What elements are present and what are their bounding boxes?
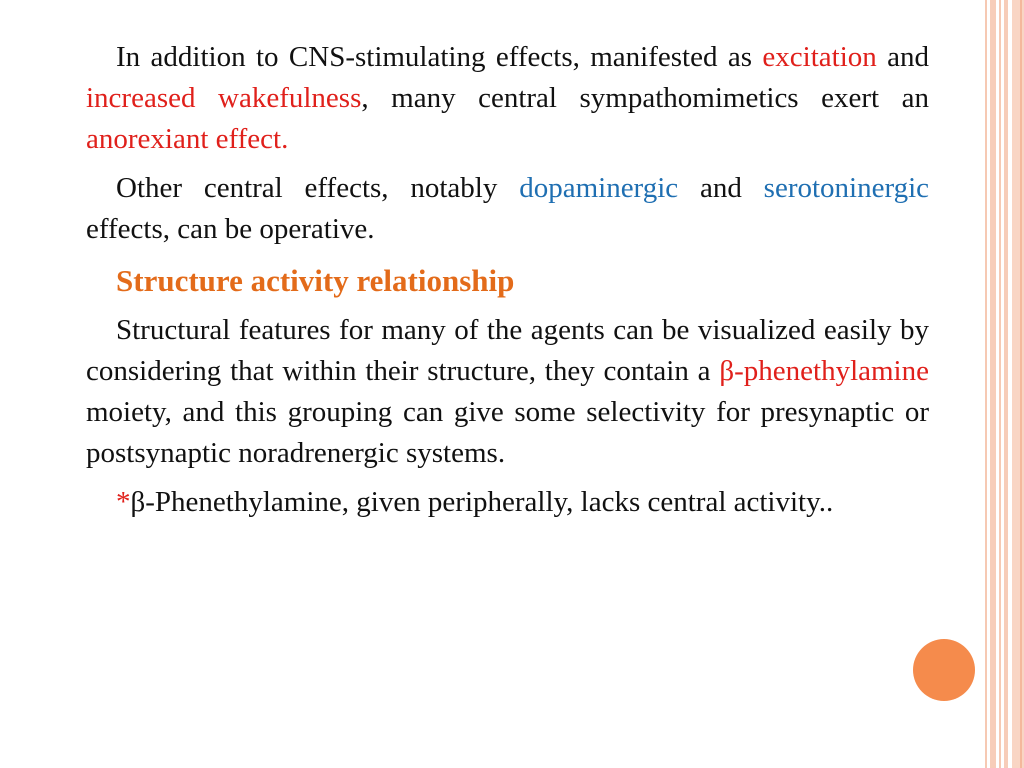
highlight-increased-wakefulness: increased wakefulness bbox=[86, 82, 362, 114]
text: β-Phenethylamine, given peripherally, lacks central activity.. bbox=[130, 486, 834, 518]
border-stripe bbox=[1020, 0, 1022, 768]
paragraph-phenethylamine-note bbox=[86, 482, 929, 523]
border-stripe bbox=[1004, 0, 1008, 768]
highlight-anorexiant-effect: anorexiant effect. bbox=[86, 123, 289, 155]
paragraph-other-effects bbox=[86, 168, 929, 250]
border-stripe bbox=[990, 0, 996, 768]
highlight-phenethylamine: β-phenethylamine bbox=[719, 355, 929, 387]
asterisk-marker: * bbox=[116, 486, 131, 518]
paragraph-cns-effects bbox=[86, 37, 929, 160]
slide-content bbox=[86, 37, 929, 531]
text: effects, can be operative. bbox=[86, 213, 375, 245]
border-stripe bbox=[999, 0, 1001, 768]
border-stripe bbox=[1012, 0, 1024, 768]
text: , many central sympathomimetics exert an bbox=[361, 82, 929, 114]
paragraph-structural-features bbox=[86, 310, 929, 474]
text: Other central effects, notably bbox=[116, 172, 498, 204]
section-heading: Structure activity relationship bbox=[116, 263, 515, 298]
text: Structural features for many of the agents can be visualized easily by considering that within their structure, they contain a bbox=[86, 314, 929, 387]
highlight-excitation: excitation bbox=[762, 41, 877, 73]
text: and bbox=[887, 41, 930, 73]
text: moiety, and this grouping can give some selectivity for presynaptic or postsynaptic noradrenergic systems. bbox=[86, 396, 929, 469]
text: and bbox=[699, 172, 742, 204]
highlight-serotoninergic: serotoninergic bbox=[763, 172, 930, 204]
decorative-circle bbox=[913, 639, 975, 701]
border-stripe bbox=[985, 0, 987, 768]
highlight-dopaminergic: dopaminergic bbox=[519, 172, 679, 204]
text: In addition to CNS-stimulating effects, manifested as bbox=[116, 41, 753, 73]
